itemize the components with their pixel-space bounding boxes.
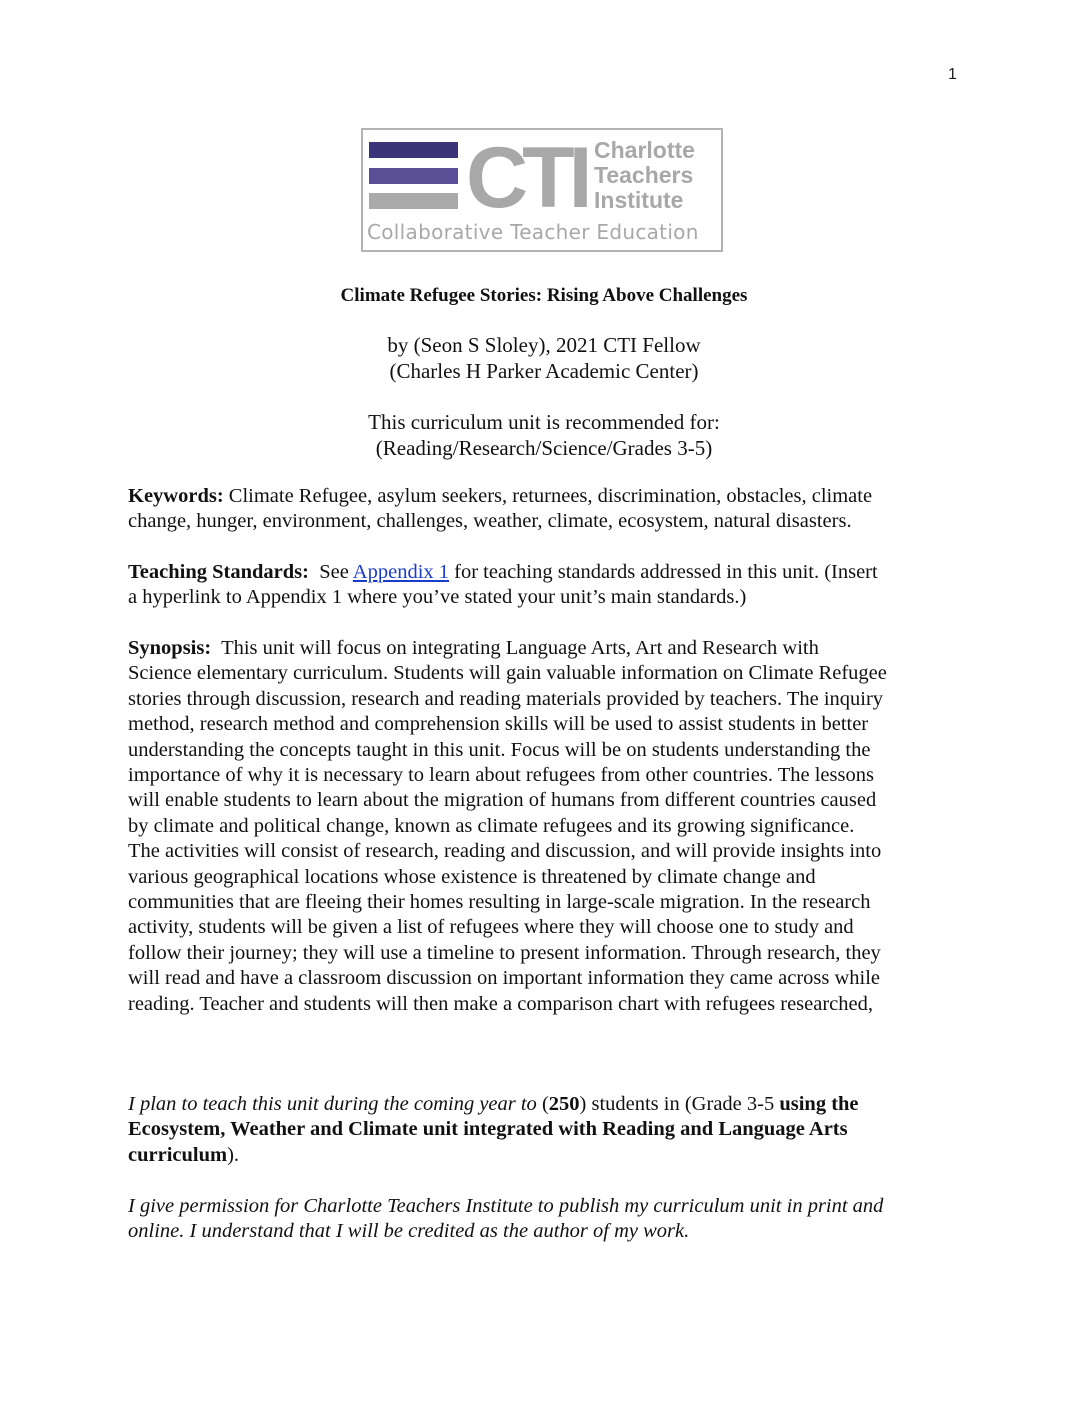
synopsis-line: reading. Teacher and students will then make a comparison chart with refugees researched, xyxy=(128,992,873,1015)
permission-line: online. I understand that I will be credited as the author of my work. xyxy=(128,1220,690,1243)
synopsis-line: follow their journey; they will use a timeline to present information. Through research, they xyxy=(128,941,881,964)
synopsis-line: will read and have a classroom discussion on important information they came across while xyxy=(128,967,881,990)
permission-line: I give permission for Charlotte Teachers Institute to publish my curriculum unit in print and xyxy=(128,1195,884,1217)
synopsis-paragraph xyxy=(128,636,928,1017)
logo-name-line: Charlotte xyxy=(594,137,695,163)
standards-text: See xyxy=(308,561,353,583)
synopsis-line: communities that are fleeing their homes resulting in large-scale migration. In the research xyxy=(128,891,871,914)
synopsis-line: stories through discussion, research and reading materials provided by teachers. The inquiry xyxy=(128,687,884,710)
logo-letters: CTI xyxy=(466,130,587,226)
keywords-label: Keywords: xyxy=(128,485,224,507)
author-school: (Charles H Parker Academic Center) xyxy=(389,359,699,383)
cti-logo xyxy=(361,128,723,252)
page-number: 1 xyxy=(948,66,957,83)
plan-bold: using the xyxy=(779,1093,859,1115)
logo-bar-mid xyxy=(369,168,458,184)
synopsis-label: Synopsis: xyxy=(128,637,212,659)
synopsis-line: will enable students to learn about the migration of humans from different countries caused xyxy=(128,789,877,812)
logo-tagline: Collaborative Teacher Education xyxy=(367,220,699,244)
author-block xyxy=(0,332,1088,384)
standards-text: a hyperlink to Appendix 1 where you’ve stated your unit’s main standards.) xyxy=(128,586,747,609)
plan-intro: I plan to teach this unit during the coming year to xyxy=(128,1093,542,1115)
recommended-for: (Reading/Research/Science/Grades 3-5) xyxy=(375,436,713,460)
logo-name xyxy=(594,138,695,213)
standards-text: for teaching standards addressed in this unit. (Insert xyxy=(449,561,878,583)
synopsis-line: activity, students will be given a list of refugees where they will choose one to study and xyxy=(128,916,854,939)
standards-label: Teaching Standards: xyxy=(128,561,309,583)
keywords-text: Climate Refugee, asylum seekers, returnees, discrimination, obstacles, climate xyxy=(223,485,873,507)
plan-end: ). xyxy=(227,1143,240,1166)
plan-bold: curriculum xyxy=(128,1143,228,1166)
synopsis-line: The activities will consist of research, reading and discussion, and will provide insights into xyxy=(128,840,882,863)
plan-paren: ( xyxy=(541,1093,549,1115)
document-title: Climate Refugee Stories: Rising Above Challenges xyxy=(340,285,748,306)
keywords-paragraph xyxy=(128,484,928,535)
plan-bold: Ecosystem, Weather and Climate unit integrated with Reading and Language Arts xyxy=(128,1118,848,1141)
synopsis-line: Science elementary curriculum. Students will gain valuable information on Climate Refugee xyxy=(128,662,887,685)
recommendation-block xyxy=(0,409,1088,461)
logo-bar-light xyxy=(369,193,458,209)
student-count: 250 xyxy=(548,1093,580,1115)
recommended-label: This curriculum unit is recommended for: xyxy=(368,410,720,434)
synopsis-line: various geographical locations whose existence is threatened by climate change and xyxy=(128,865,816,888)
synopsis-line: understanding the concepts taught in this unit. Focus will be on students understanding the xyxy=(128,738,871,761)
author-byline: by (Seon S Sloley), 2021 CTI Fellow xyxy=(387,333,701,357)
logo-name-line: Institute xyxy=(594,187,684,213)
teaching-plan-paragraph xyxy=(128,1092,928,1168)
logo-bar-dark xyxy=(369,142,458,158)
permission-paragraph xyxy=(128,1194,928,1245)
appendix-1-link[interactable]: Appendix 1 xyxy=(352,561,450,583)
logo-name-line: Teachers xyxy=(594,162,694,188)
keywords-text: change, hunger, environment, challenges, weather, climate, ecosystem, natural disasters. xyxy=(128,510,852,533)
synopsis-line: importance of why it is necessary to learn about refugees from other countries. The lessons xyxy=(128,764,874,787)
standards-paragraph xyxy=(128,560,928,611)
synopsis-line: by climate and political change, known as climate refugees and its growing significance. xyxy=(128,814,855,837)
synopsis-line: method, research method and comprehension skills will be used to assist students in better xyxy=(128,713,869,736)
plan-mid: ) students in (Grade 3-5 xyxy=(579,1093,780,1115)
synopsis-text: This unit will focus on integrating Language Arts, Art and Research with xyxy=(211,637,819,659)
